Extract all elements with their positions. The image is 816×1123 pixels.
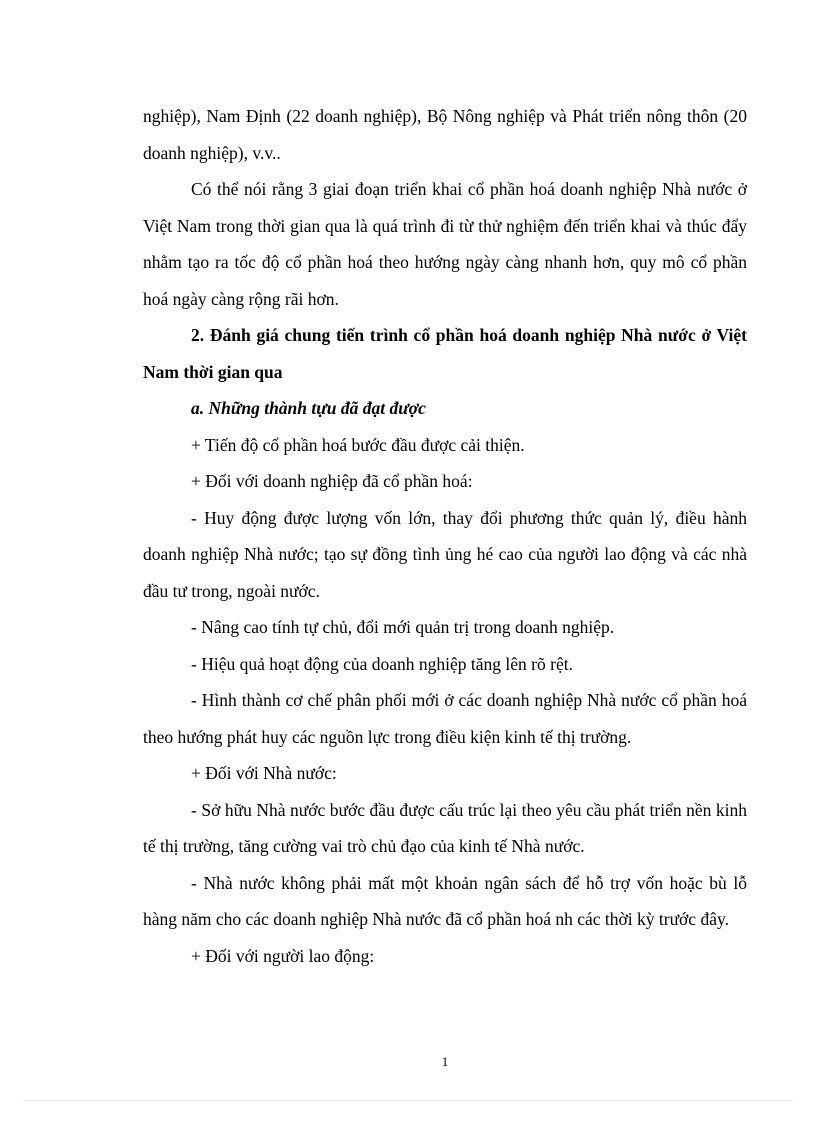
page-bottom-rule: [22, 1100, 794, 1101]
list-item: - Huy động được lượng vốn lớn, thay đổi phương thức quản lý, điều hành doanh nghiệp Nhà nước; tạo sự đồng tình ủng hé cao của người lao động và các nhà đầu tư trong, ngoài nước.: [143, 507, 747, 601]
list-item: - Hình thành cơ chế phân phối mới ở các doanh nghiệp Nhà nước cổ phần hoá theo hướng phát huy các nguồn lực trong điều kiện kinh tế thị trường.: [143, 690, 747, 747]
page-body: [143, 98, 747, 974]
paragraph-summary: Có thể nói rằng 3 giai đoạn triển khai cổ phần hoá doanh nghiệp Nhà nước ở Việt Nam trong thời gian qua là quá trình đi từ thử nghiệm đến triển khai và thúc đẩy nhằm tạo ra tốc độ cổ phần hoá theo hướng ngày càng nhanh hơn, quy mô cổ phần hoá ngày càng rộng rãi hơn.: [143, 179, 747, 309]
list-item: - Nâng cao tính tự chủ, đổi mới quản trị trong doanh nghiệp.: [191, 617, 615, 637]
list-item: - Nhà nước không phải mất một khoản ngân sách để hỗ trợ vốn hoặc bù lỗ hàng năm cho các doanh nghiệp Nhà nước đã cổ phần hoá nh các thời kỳ trước đây.: [143, 872, 747, 929]
page-number: 1: [441, 1054, 449, 1069]
subsection-heading: a. Những thành tựu đã đạt được: [191, 398, 426, 418]
list-item: - Sở hữu Nhà nước bước đầu được cấu trúc lại theo yêu cầu phát triển nền kinh tế thị trường, tăng cường vai trò chủ đạo của kinh tế Nhà nước.: [143, 799, 747, 856]
list-item: + Đối với người lao động:: [191, 945, 375, 966]
section-heading: 2. Đánh giá chung tiến trình cổ phần hoá doanh nghiệp Nhà nước ở Việt Nam thời gian qua: [143, 325, 747, 382]
paragraph-continuation: nghiệp), Nam Định (22 doanh nghiệp), Bộ Nông nghiệp và Phát triển nông thôn (20 doanh nghiệp), v.v..: [143, 106, 747, 163]
list-item: + Tiến độ cổ phần hoá bước đầu được cải thiện.: [191, 434, 525, 455]
list-item: + Đối với doanh nghiệp đã cổ phần hoá:: [191, 471, 473, 491]
list-item: - Hiệu quả hoạt động của doanh nghiệp tăng lên rõ rệt.: [191, 653, 573, 674]
list-item: + Đối với Nhà nước:: [191, 763, 337, 783]
